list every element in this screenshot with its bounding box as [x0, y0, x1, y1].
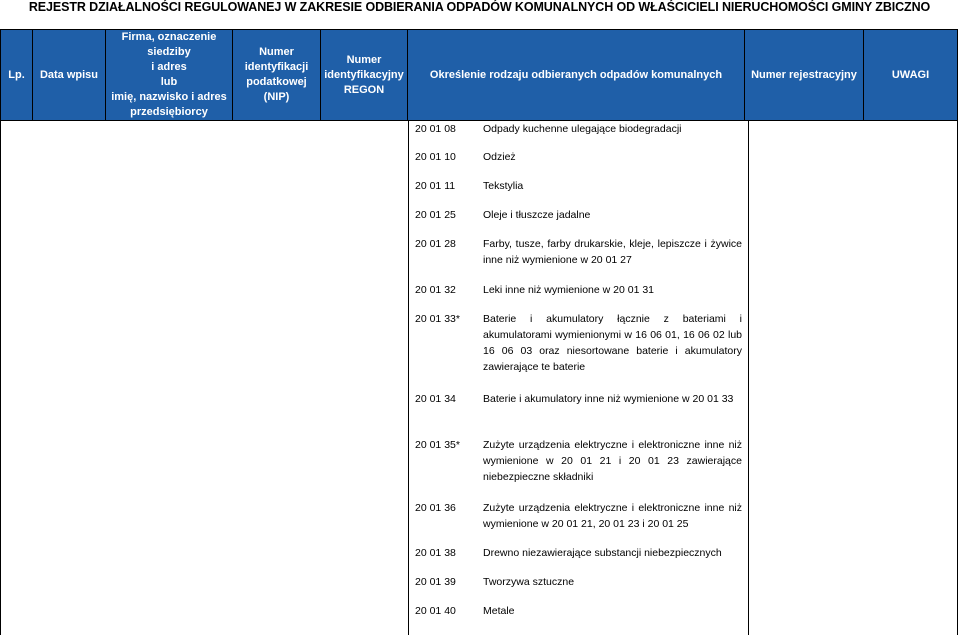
waste-code: 20 01 08	[415, 123, 456, 135]
waste-description: Drewno niezawierające substancji niebezpiecznych	[483, 547, 722, 559]
waste-code: 20 01 40	[415, 605, 456, 617]
waste-code: 20 01 34	[415, 393, 456, 405]
header-data-wpisu: Data wpisu	[33, 30, 106, 121]
column-divider	[748, 120, 749, 635]
waste-code: 20 01 28	[415, 238, 456, 250]
column-divider	[408, 120, 409, 635]
waste-description: Odpady kuchenne ulegające biodegradacji	[483, 123, 682, 135]
table-border-right	[957, 120, 958, 635]
waste-description: Odzież	[483, 151, 516, 163]
header-numer-rejestracyjny: Numer rejestracyjny	[745, 30, 864, 121]
waste-code: 20 01 38	[415, 547, 456, 559]
waste-description: Oleje i tłuszcze jadalne	[483, 209, 591, 221]
waste-description: Zużyte urządzenia elektryczne i elektroniczne inne niż wymienione w 20 01 21, 20 01 23 i 20 01 25	[483, 502, 742, 530]
header-firma: Firma, oznaczenie siedziby i adres lub imię, nazwisko i adres przedsiębiorcy	[106, 30, 233, 121]
waste-code: 20 01 11	[415, 180, 456, 192]
waste-code: 20 01 33*	[415, 313, 460, 325]
waste-description: Leki inne niż wymienione w 20 01 31	[483, 284, 655, 296]
waste-description: Zużyte urządzenia elektryczne i elektroniczne inne niż wymienione w 20 01 21 i 20 01 23 zawierające niebezpieczne składniki	[483, 439, 742, 483]
waste-code: 20 01 36	[415, 502, 456, 514]
waste-code: 20 01 10	[415, 151, 456, 163]
waste-description: Baterie i akumulatory łącznie z bateriami i akumulatorami wymienionymi w 16 06 01, 16 06 02 lub 16 06 03 oraz niesortowane baterie i akumulatory zawierające te baterie	[483, 313, 742, 373]
document-title: REJESTR DZIAŁALNOŚCI REGULOWANEJ W ZAKRESIE ODBIERANIA ODPADÓW KOMUNALNYCH OD WŁAŚCICIELI NIERUCHOMOŚCI GMINY ZBICZNO	[28, 0, 931, 14]
header-rodzaje-odpadow: Określenie rodzaju odbieranych odpadów komunalnych	[408, 30, 745, 121]
table-border-left	[0, 120, 1, 635]
header-uwagi: UWAGI	[864, 30, 958, 121]
waste-code: 20 01 35*	[415, 439, 460, 451]
header-nip: Numer identyfikacji podatkowej (NIP)	[233, 30, 321, 121]
waste-description: Metale	[483, 605, 515, 617]
waste-code: 20 01 39	[415, 576, 456, 588]
waste-description: Tekstylia	[483, 180, 524, 192]
waste-description: Farby, tusze, farby drukarskie, kleje, lepiszcze i żywice inne niż wymienione w 20 01 27	[483, 238, 742, 266]
waste-code: 20 01 25	[415, 209, 456, 221]
waste-description: Tworzywa sztuczne	[483, 576, 575, 588]
register-header	[0, 29, 958, 121]
waste-description: Baterie i akumulatory inne niż wymienione w 20 01 33	[483, 393, 734, 405]
header-lp: Lp.	[1, 30, 33, 121]
header-regon: Numer identyfikacyjny REGON	[321, 30, 408, 121]
waste-code: 20 01 32	[415, 284, 456, 296]
